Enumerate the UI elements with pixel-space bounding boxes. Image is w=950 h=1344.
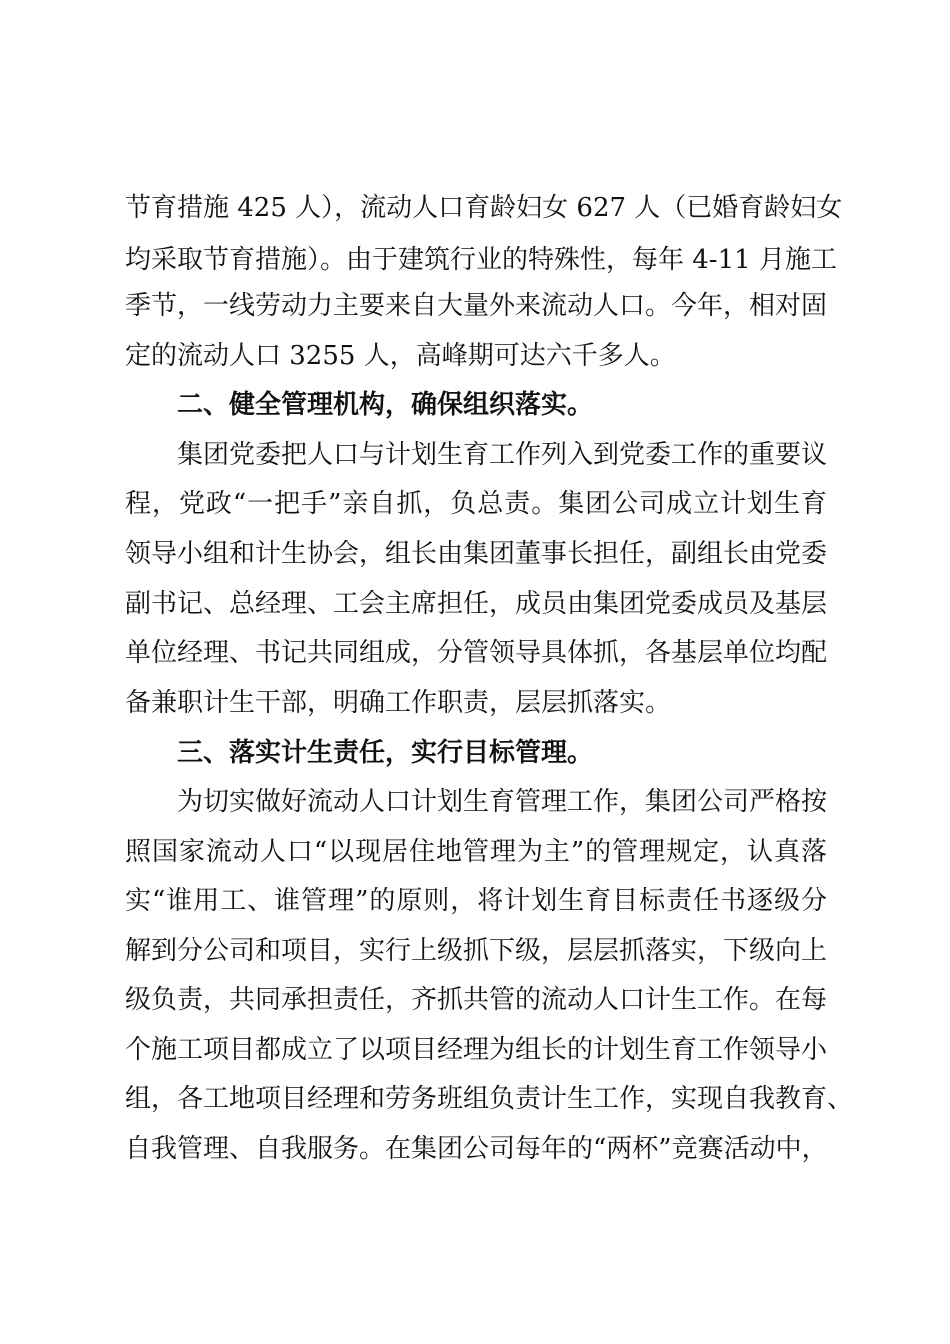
paragraph-2-line-5: 单位经理、书记共同组成，分管领导具体抓，各基层单位均配 (125, 638, 828, 668)
paragraph-2-line-3: 领导小组和计生协会，组长由集团董事长担任，副组长由党委 (125, 539, 828, 569)
paragraph-3-line-4: 解到分公司和项目，实行上级抓下级，层层抓落实，下级向上 (125, 936, 828, 966)
paragraph-1-line-1: 节育措施 425 人），流动人口育龄妇女 627 人（已婚育龄妇女 (125, 193, 843, 223)
section-heading-3: 三、落实计生责任，实行目标管理。 (177, 738, 594, 768)
paragraph-3-line-1: 为切实做好流动人口计划生育管理工作，集团公司严格按 (177, 787, 828, 817)
paragraph-2-line-2: 程，党政“一把手”亲自抓，负总责。集团公司成立计划生育 (125, 489, 827, 519)
section-heading-2: 二、健全管理机构，确保组织落实。 (177, 390, 594, 420)
paragraph-2-line-6: 备兼职计生干部，明确工作职责，层层抓落实。 (125, 688, 672, 718)
paragraph-3-line-6: 个施工项目都成立了以项目经理为组长的计划生育工作领导小 (125, 1035, 828, 1065)
paragraph-3-line-5: 级负责，共同承担责任，齐抓共管的流动人口计生工作。在每 (125, 985, 828, 1015)
paragraph-3-line-2: 照国家流动人口“以现居住地管理为主”的管理规定，认真落 (125, 837, 827, 867)
paragraph-3-line-7: 组，各工地项目经理和劳务班组负责计生工作，实现自我教育、 (125, 1084, 854, 1114)
paragraph-3-line-3: 实“谁用工、谁管理”的原则，将计划生育目标责任书逐级分 (125, 886, 827, 916)
paragraph-1-line-4: 定的流动人口 3255 人，高峰期可达六千多人。 (125, 341, 676, 371)
paragraph-2-line-4: 副书记、总经理、工会主席担任，成员由集团党委成员及基层 (125, 589, 828, 619)
paragraph-1-line-2: 均采取节育措施）。由于建筑行业的特殊性，每年 4-11 月施工 (125, 245, 837, 275)
paragraph-3-line-8: 自我管理、自我服务。在集团公司每年的“两杯”竞赛活动中， (125, 1134, 828, 1164)
paragraph-2-line-1: 集团党委把人口与计划生育工作列入到党委工作的重要议 (177, 440, 828, 470)
paragraph-1-line-3: 季节，一线劳动力主要来自大量外来流动人口。今年，相对固 (125, 291, 828, 321)
